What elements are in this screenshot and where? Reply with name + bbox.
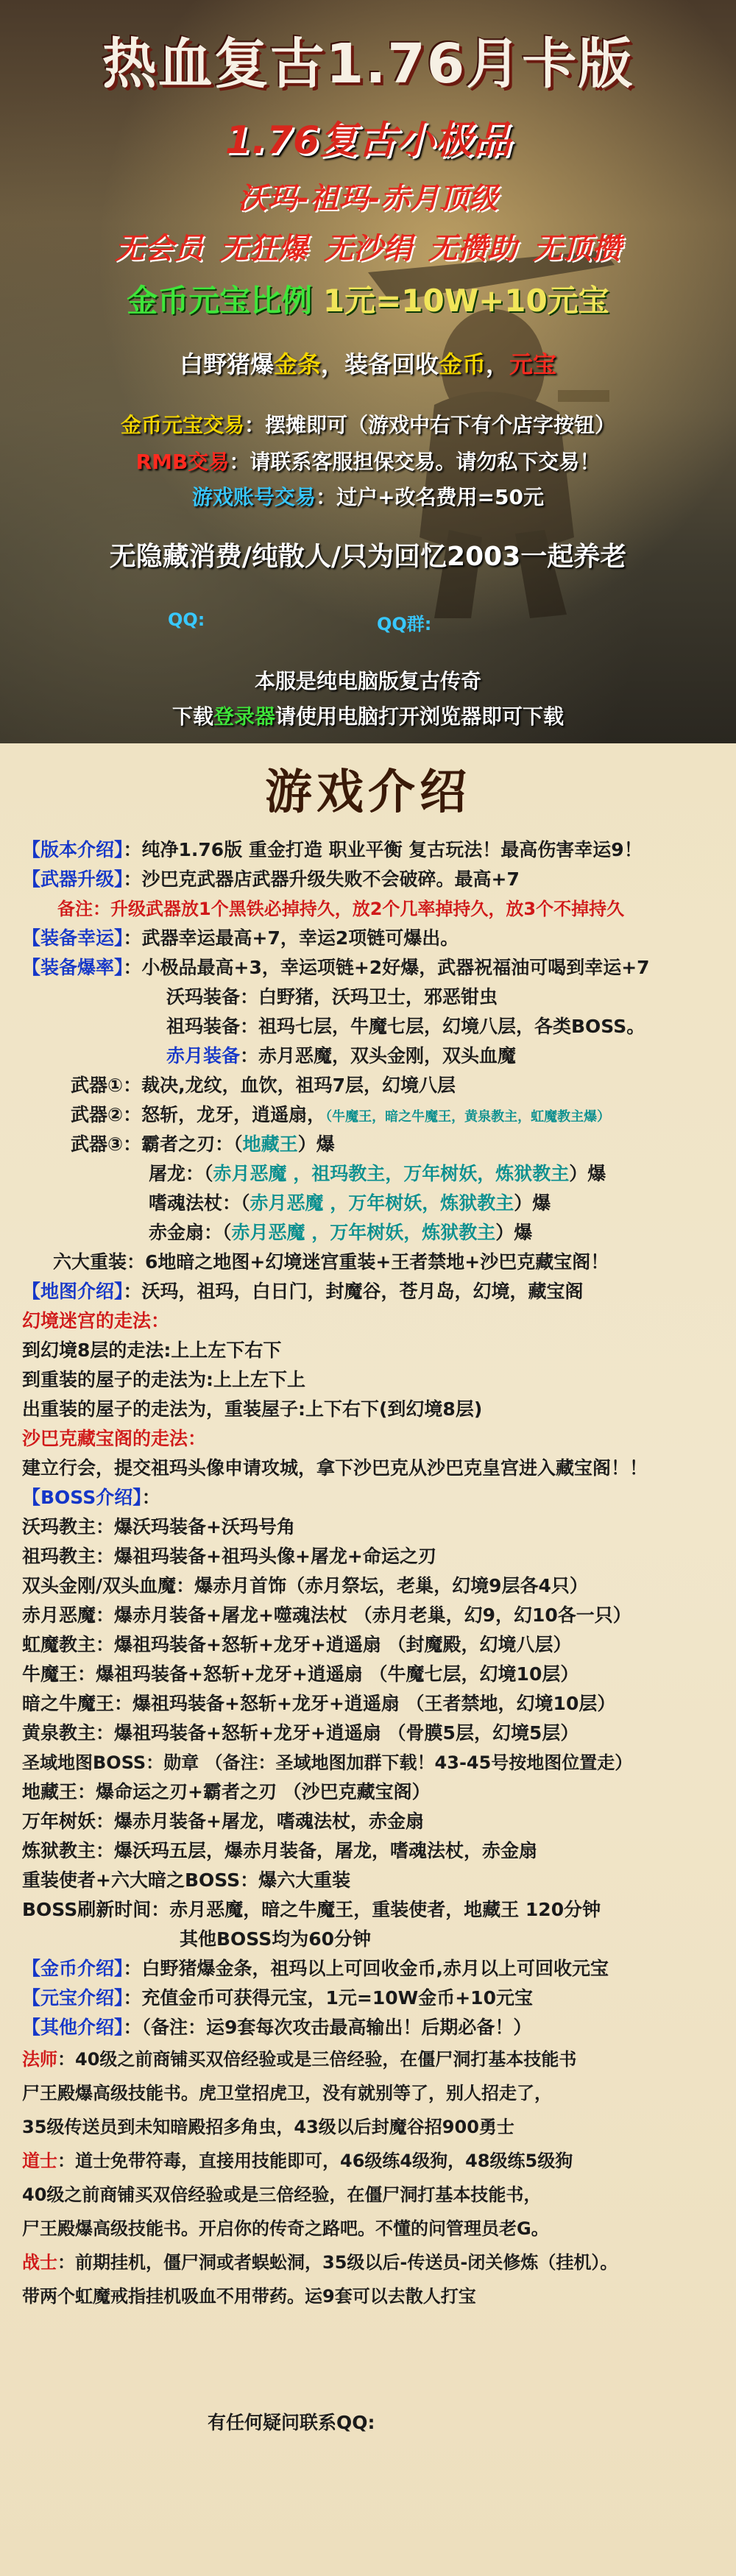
version-tag: 【版本介绍】: [22, 839, 124, 860]
banner-slogan: 无隐藏消费/纯散人/只为回忆2003一起养老: [109, 542, 627, 572]
boss-header: [22, 1483, 729, 1512]
weapon3-text: 武器③：霸者之刃：（: [71, 1133, 243, 1155]
yuanbao-text: 元宝: [509, 350, 557, 378]
pc-note: 本服是纯电脑版复古传奇: [254, 669, 481, 693]
trade-rmb: [0, 446, 736, 475]
banner-title: 热血复古1.76月卡版: [102, 32, 634, 96]
boss-item: 祖玛教主：爆祖玛装备+祖玛头像+屠龙+命运之刃: [22, 1546, 436, 1567]
weapon1-row: 武器①：裁决,龙纹，血饮，祖玛7层，幻境八层: [71, 1075, 456, 1096]
launcher-link[interactable]: 登录器: [213, 704, 275, 729]
drop-zuma: 祖玛装备：祖玛七层，牛魔七层，幻境八层，各类BOSS。: [166, 1016, 645, 1037]
drop-text: ：小极品最高+3，幸运项链+2好爆，武器祝福油可喝到幸运+7: [123, 957, 650, 978]
trade-gold-text: ：摆摊即可（游戏中右下有个店字按钮）: [244, 413, 616, 437]
luck-text: ：武器幸运最高+7，幸运2项链可爆出。: [123, 927, 459, 949]
version-row: [22, 835, 729, 865]
treasure-title: 沙巴克藏宝阁的走法：: [22, 1428, 207, 1449]
recycle-text: ，装备回收: [320, 350, 439, 378]
taoist-label: 道士: [22, 2151, 57, 2171]
taoist-row-2: 40级之前商铺买双倍经验或是三倍经验，在僵尸洞打基本技能书，: [22, 2184, 542, 2205]
drop-text: 白野猪爆: [179, 350, 274, 378]
drop-woma: 沃玛装备：白野猪，沃玛卫士，邪恶钳虫: [166, 986, 498, 1008]
other-tag: 【其他介绍】: [22, 2017, 124, 2038]
boss-item: 万年树妖：爆赤月装备+屠龙，嗜魂法杖，赤金扇: [22, 1811, 424, 1832]
shihun-end: ）爆: [514, 1192, 551, 1214]
trade-account-label: 游戏账号交易: [192, 485, 316, 509]
weapon-row: [22, 865, 729, 894]
gold-coin-text: 金币: [439, 350, 486, 378]
download-line: [0, 701, 736, 730]
banner-ratio: [0, 277, 736, 321]
hero-banner: [0, 0, 736, 743]
yuanbao-tag: 【元宝介绍】: [22, 1987, 124, 2009]
maze-title: 幻境迷宫的走法：: [22, 1310, 170, 1331]
version-text: ：纯净1.76版 重金打造 职业平衡 复古玩法！最高伤害幸运9！: [123, 839, 643, 860]
boss-item: 重装使者+六大暗之BOSS：爆六大重装: [22, 1869, 351, 1891]
intro-list: [22, 835, 729, 2313]
shihun-text: 嗜魂法杖：（: [149, 1192, 250, 1214]
trade-gold-label: 金币元宝交易: [120, 413, 244, 437]
comma-text: ，: [486, 350, 510, 378]
maze-step-2: 到重装的屋子的走法为:上上左下上: [22, 1369, 305, 1390]
chijin-row: [22, 1218, 729, 1248]
warrior-row-1: [22, 2246, 729, 2279]
boss-tag: 【BOSS介绍】: [22, 1487, 142, 1508]
boss-item: 黄泉教主：爆祖玛装备+怒斩+龙牙+逍遥扇 （骨膜5层，幻境5层）: [22, 1722, 579, 1744]
qq-label: QQ:: [168, 609, 205, 630]
warrior-text-1: ：前期挂机，僵尸洞或者蜈蚣洞，35级以后-传送员-闭关修炼（挂机）。: [57, 2252, 618, 2273]
ratio-value: 1元=10W+10元宝: [322, 283, 609, 319]
shihun-row: [22, 1189, 729, 1218]
intro-title: 游戏介绍: [265, 765, 471, 820]
taoist-text-1: ：道士免带符毒，直接用技能即可，46级练4级狗，48级练5级狗: [57, 2151, 573, 2171]
boss-item: 双头金刚/双头血魔：爆赤月首饰（赤月祭坛，老巢，幻境9层各4只）: [22, 1575, 588, 1596]
gold-text: ：白野猪爆金条，祖玛以上可回收金币,赤月以上可回收元宝: [123, 1958, 609, 1979]
map-tag: 【地图介绍】: [22, 1281, 124, 1302]
taoist-row-1: [22, 2144, 729, 2178]
weapon3-boss: 地藏王: [242, 1133, 298, 1155]
download-text: 下载: [171, 704, 213, 729]
six-heavy-row: 六大重装：6地暗之地图+幻境迷宫重装+王者禁地+沙巴克藏宝阁！: [53, 1251, 609, 1273]
trade-gold: [0, 409, 736, 439]
ratio-prefix: 金币元宝比例: [127, 283, 313, 319]
boss-item: 暗之牛魔王：爆祖玛装备+怒斩+龙牙+逍遥扇 （王者禁地，幻境10层）: [22, 1693, 616, 1714]
contact-qq: 有任何疑问联系QQ:: [208, 2412, 375, 2433]
boss-item: 沃玛教主：爆沃玛装备+沃玛号角: [22, 1516, 295, 1538]
boss-refresh: BOSS刷新时间：赤月恶魔，暗之牛魔王，重装使者，地藏王 120分钟: [22, 1899, 601, 1920]
weapon3-end: ）爆: [297, 1133, 335, 1155]
mage-text-1: ：40级之前商铺买双倍经验或是三倍经验，在僵尸洞打基本技能书: [57, 2049, 577, 2070]
chijin-text: 赤金扇：（: [149, 1222, 232, 1243]
other-row: [22, 2013, 729, 2042]
weapon3-row: [22, 1130, 729, 1159]
warrior-label: 战士: [22, 2252, 57, 2273]
trade-account-text: ：过户+改名费用=50元: [316, 485, 544, 509]
luck-row: [22, 924, 729, 953]
qq-group-label: QQ群:: [377, 614, 432, 634]
banner-features: 无会员 无狂爆 无沙绢 无攒助 无顶攒: [115, 232, 621, 266]
download-instructions: 请使用电脑打开浏览器即可下载: [275, 704, 565, 729]
yuanbao-row: [22, 1984, 729, 2013]
tulong-row: [22, 1159, 729, 1189]
warrior-row-2: 带两个虹魔戒指挂机吸血不用带药。运9套可以去散人打宝: [22, 2286, 476, 2307]
drop-chiyue-text: ：赤月恶魔，双头金刚，双头血魔: [240, 1045, 517, 1066]
banner-drop-line: [0, 346, 736, 380]
chijin-end: ）爆: [495, 1222, 533, 1243]
drop-chiyue-label: 赤月装备: [166, 1045, 241, 1066]
drop-row: [22, 953, 729, 983]
maze-step-3: 出重装的屋子的走法为，重装屋子:上下右下(到幻境8层): [22, 1398, 483, 1420]
trade-account: [0, 481, 736, 511]
mage-label: 法师: [22, 2049, 57, 2070]
luck-tag: 【装备幸运】: [22, 927, 124, 949]
tulong-text: 屠龙：（: [149, 1163, 213, 1184]
chijin-bosses: 赤月恶魔 ，万年树妖，炼狱教主: [231, 1222, 496, 1243]
weapon-note: 备注：升级武器放1个黑铁必掉持久，放2个几率掉持久，放3个不掉持久: [57, 899, 625, 919]
gold-row: [22, 1954, 729, 1984]
boss-item: 地藏王：爆命运之刃+霸者之刃 （沙巴克藏宝阁）: [22, 1781, 431, 1802]
weapon2-bosses: （牛魔王，暗之牛魔王，黄泉教主，虹魔教主爆）: [325, 1109, 611, 1125]
boss-item: 赤月恶魔：爆赤月装备+屠龙+噬魂法杖 （赤月老巢，幻9，幻10各一只）: [22, 1604, 631, 1626]
mage-row-3: 35级传送员到未知暗殿招多角虫，43级以后封魔谷招900勇士: [22, 2117, 514, 2137]
boss-item: 炼狱教主：爆沃玛五层，爆赤月装备，屠龙，嗜魂法杖，赤金扇: [22, 1840, 538, 1861]
gold-bar-text: 金条: [273, 350, 321, 378]
shihun-bosses: 赤月恶魔 ，万年树妖，炼狱教主: [250, 1192, 514, 1214]
maze-step-1: 到幻境8层的走法:上上左下右下: [22, 1340, 282, 1361]
weapon-text: ：沙巴克武器店武器升级失败不会破碎。最高+7: [123, 868, 520, 890]
yuanbao-text: ：充值金币可获得元宝，1元=10W金币+10元宝: [123, 1987, 533, 2009]
drop-tag: 【装备爆率】: [22, 957, 124, 978]
boss-item: 虹魔教主：爆祖玛装备+怒斩+龙牙+逍遥扇 （封魔殿，幻境八层）: [22, 1634, 572, 1655]
boss-item: 圣域地图BOSS：勋章 （备注：圣域地图加群下载！43-45号按地图位置走）: [22, 1752, 633, 1773]
banner-bosses: 沃玛-祖玛-赤月顶级: [238, 182, 498, 216]
treasure-text: 建立行会，提交祖玛头像申请攻城，拿下沙巴克从沙巴克皇宫进入藏宝阁！！: [22, 1457, 648, 1479]
gold-tag: 【金币介绍】: [22, 1958, 124, 1979]
other-text: ：（备注：运9套每次攻击最高输出！后期必备！）: [123, 2017, 532, 2038]
trade-rmb-text: ：请联系客服担保交易。请勿私下交易！: [229, 450, 601, 474]
banner-subtitle: 1.76复古小极品: [224, 118, 512, 163]
map-row: [22, 1277, 729, 1306]
weapon-tag: 【武器升级】: [22, 868, 124, 890]
boss-colon: ：: [141, 1487, 160, 1508]
weapon2-row: [22, 1100, 729, 1130]
tulong-bosses: 赤月恶魔 ，祖玛教主，万年树妖，炼狱教主: [213, 1163, 570, 1184]
drop-chiyue: [22, 1041, 729, 1071]
tulong-end: ）爆: [569, 1163, 606, 1184]
boss-item: 牛魔王：爆祖玛装备+怒斩+龙牙+逍遥扇 （牛魔七层，幻境10层）: [22, 1663, 579, 1685]
boss-refresh-other: 其他BOSS均为60分钟: [180, 1928, 371, 1950]
mage-row-2: 尸王殿爆高级技能书。虎卫堂招虎卫，没有就别等了，别人招走了，: [22, 2083, 552, 2103]
map-text: ：沃玛，祖玛，白日门，封魔谷，苍月岛，幻境，藏宝阁: [123, 1281, 584, 1302]
mage-row-1: [22, 2042, 729, 2076]
taoist-row-3: 尸王殿爆高级技能书。开启你的传奇之路吧。不懂的问管理员老G。: [22, 2218, 549, 2239]
trade-rmb-label: RMB交易: [135, 450, 230, 474]
weapon2-text: 武器②：怒斩，龙牙，逍遥扇，: [71, 1104, 326, 1125]
